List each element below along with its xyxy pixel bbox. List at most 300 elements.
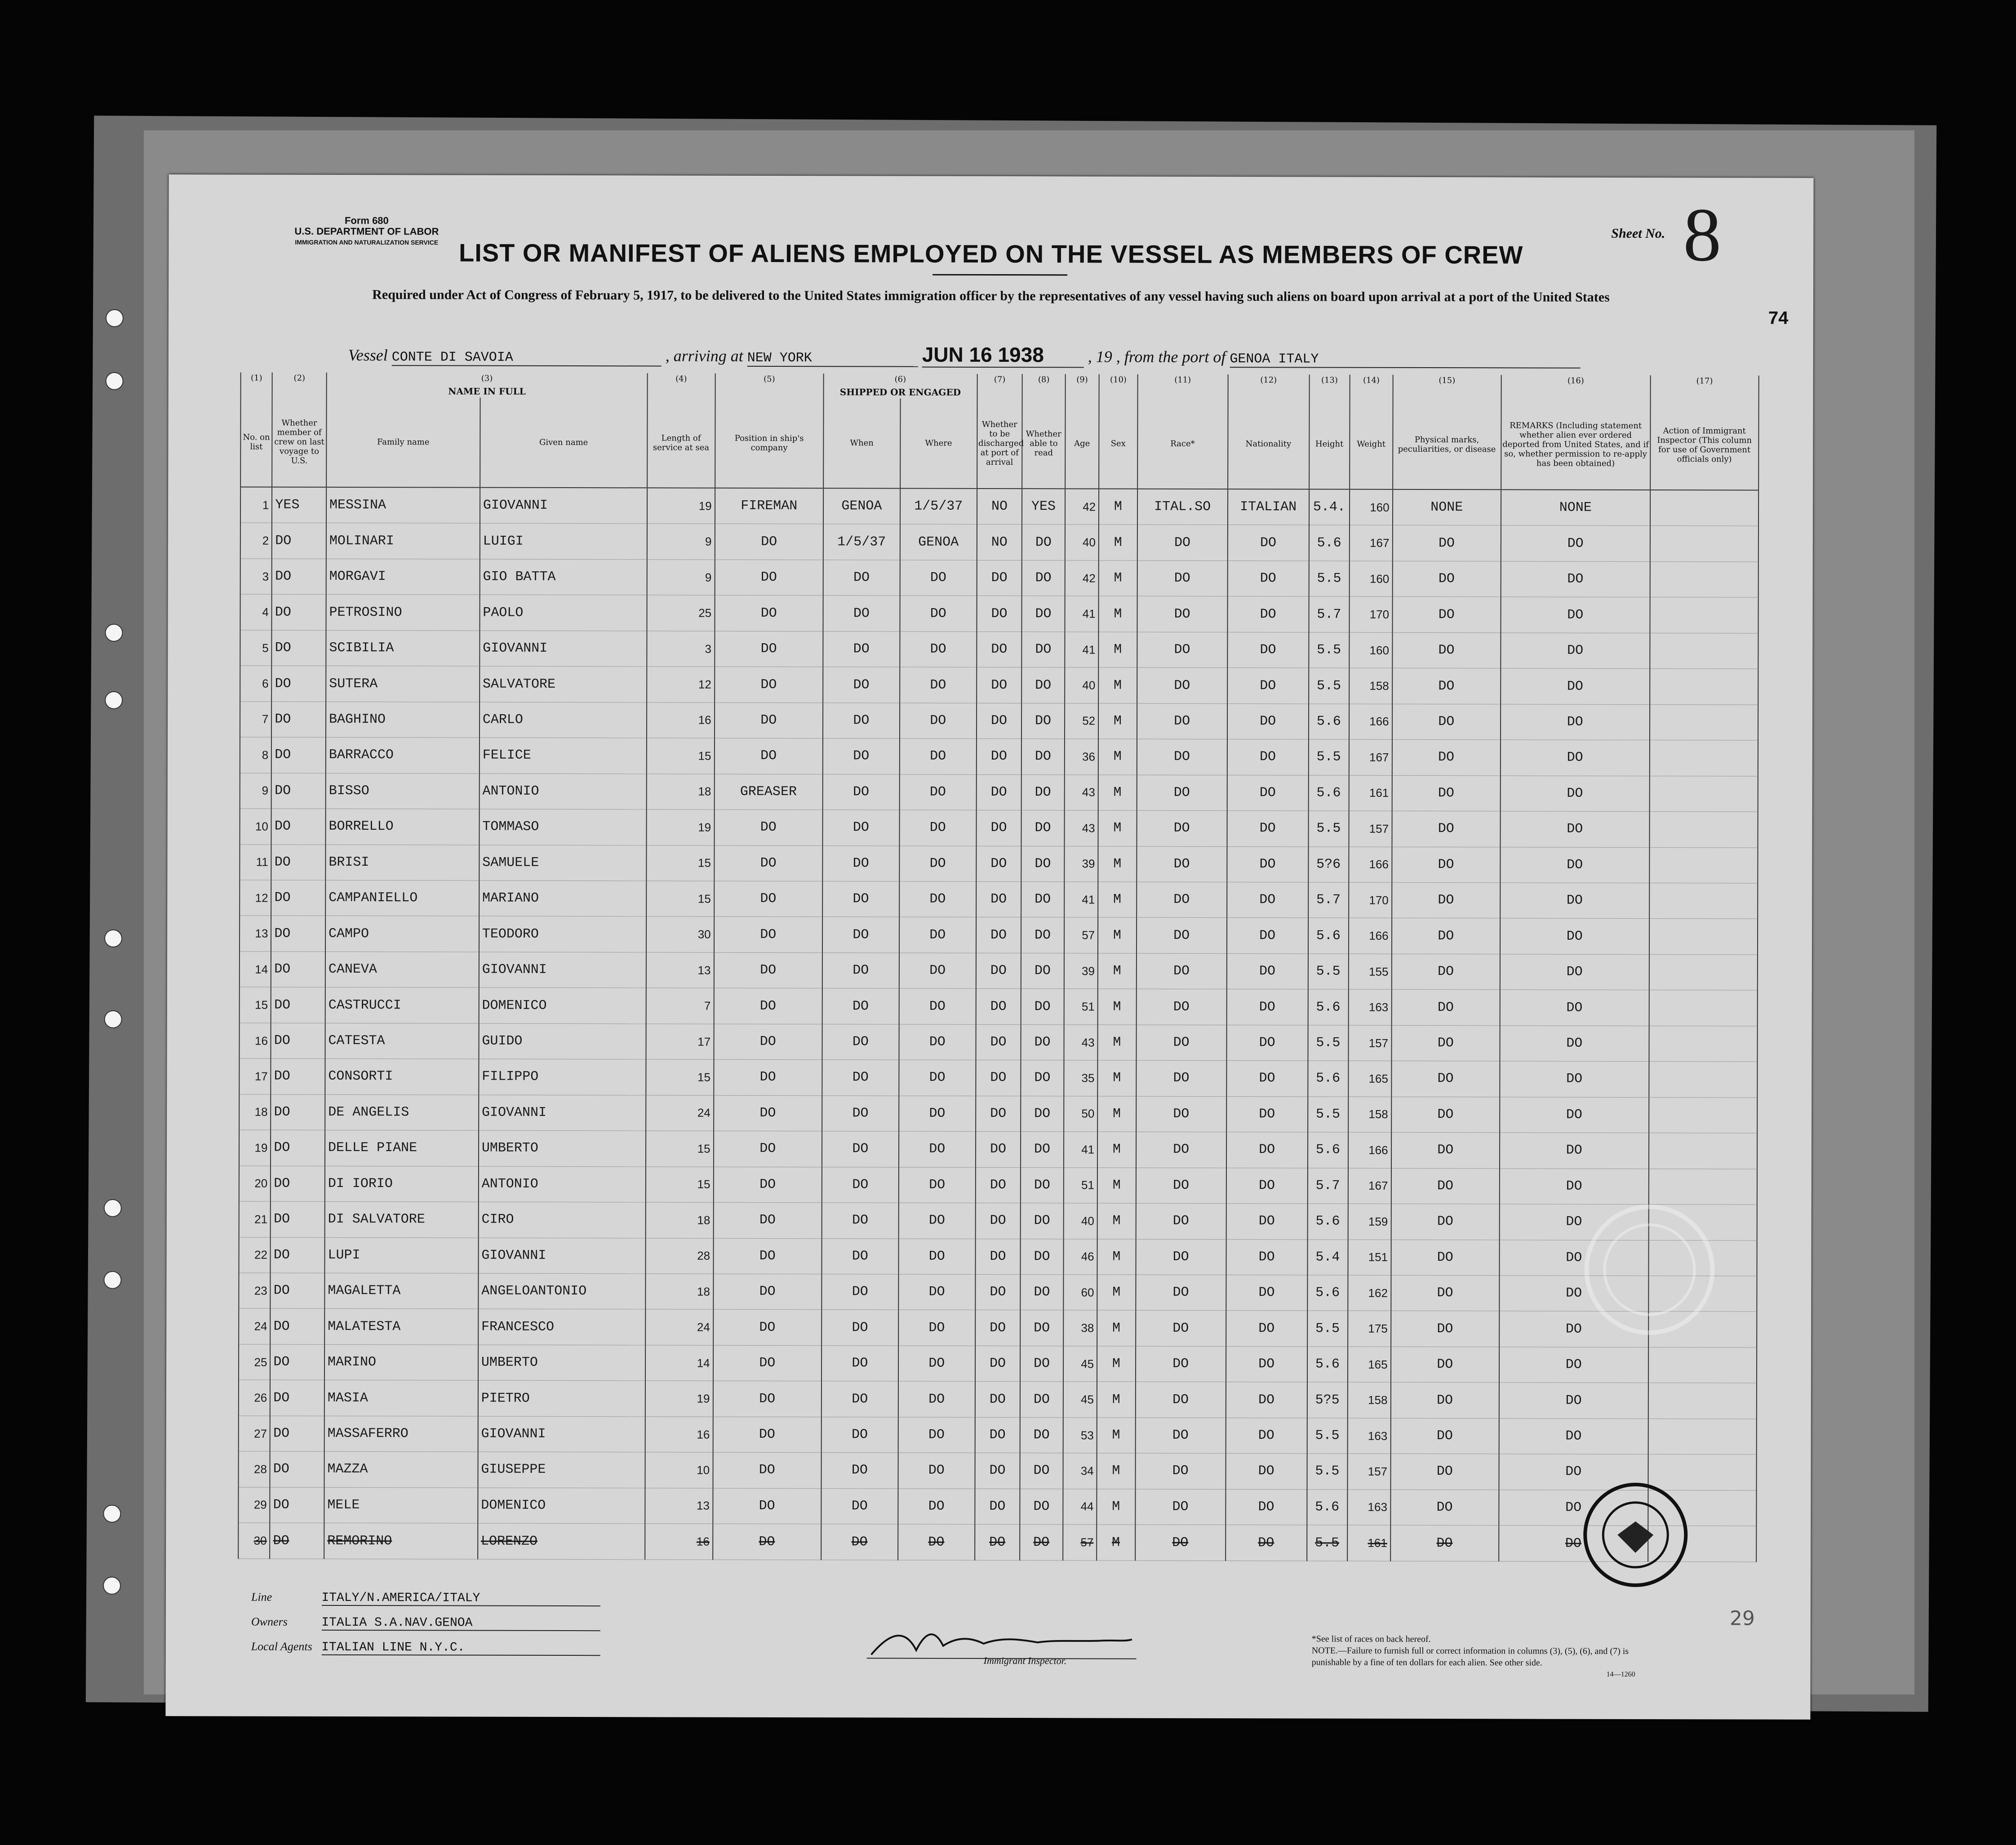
table-row [239, 1166, 1757, 1205]
cell-family-name: CATESTA [325, 1023, 479, 1059]
consulate-seal [1581, 1481, 1690, 1589]
cell-prev-voyage: YES [272, 487, 326, 523]
table-row [239, 1380, 1757, 1419]
cell-inspector-action [1649, 919, 1758, 955]
column-label-15: Height [1309, 399, 1350, 489]
col-header-name-group: (3) NAME IN FULL [327, 373, 648, 398]
cell-position: DO [714, 1024, 822, 1060]
cell-prev-voyage: DO [271, 1058, 325, 1094]
cell-position: DO [713, 1345, 821, 1381]
cell-physical-marks: DO [1391, 954, 1500, 990]
cell-race: DO [1137, 667, 1227, 703]
cell-remarks: DO [1501, 561, 1650, 597]
cell-no: 20 [239, 1166, 271, 1202]
agents-label: Local Agents [251, 1640, 312, 1653]
cell-physical-marks: DO [1391, 1025, 1500, 1061]
cell-sex: M [1098, 953, 1137, 989]
cell-position: DO [713, 1274, 821, 1310]
cell-sex: M [1098, 703, 1137, 739]
cell-position: DO [715, 631, 823, 667]
cell-race: DO [1136, 1311, 1226, 1347]
cell-inspector-action [1649, 847, 1758, 883]
cell-age: 60 [1063, 1275, 1097, 1311]
cell-nationality: DO [1226, 1204, 1307, 1240]
col-header-12: (12) [1228, 374, 1309, 399]
cell-nationality: DO [1227, 846, 1308, 882]
cell-no: 11 [240, 845, 271, 880]
cell-height: 5.6 [1309, 525, 1350, 561]
cell-shipped-when: DO [822, 1167, 899, 1203]
cell-prev-voyage: DO [270, 1451, 324, 1487]
column-label-6: Position in ship's company [715, 398, 824, 489]
column-label-4: Given name [480, 398, 647, 488]
cell-able-to-read: DO [1022, 525, 1065, 560]
cell-nationality: DO [1227, 775, 1308, 811]
column-label-3: Family name [326, 397, 480, 488]
cell-given-name: FILIPPO [479, 1059, 646, 1095]
cell-age: 36 [1065, 739, 1099, 775]
cell-age: 45 [1063, 1346, 1097, 1382]
cell-race: DO [1136, 1096, 1226, 1132]
cell-race: DO [1136, 953, 1226, 989]
cell-family-name: MORGAVI [326, 559, 480, 595]
cell-prev-voyage: DO [272, 523, 326, 559]
cell-given-name: DOMENICO [478, 1488, 645, 1524]
cell-remarks: DO [1500, 1026, 1649, 1062]
binder-hole [105, 624, 123, 642]
column-label-17: Physical marks, peculiarities, or disease [1393, 400, 1501, 490]
cell-able-to-read: DO [1021, 882, 1064, 918]
cell-shipped-where: DO [900, 738, 977, 774]
cell-prev-voyage: DO [271, 951, 325, 987]
column-group-header-row [241, 373, 1759, 400]
cell-position: DO [713, 1202, 821, 1238]
cell-sex: M [1097, 1346, 1136, 1382]
cell-height: 5.5 [1309, 668, 1350, 704]
cell-prev-voyage: DO [271, 1023, 325, 1059]
cell-position: DO [715, 560, 823, 596]
cell-position: DO [715, 667, 823, 702]
cell-sex: M [1098, 667, 1137, 703]
cell-family-name: DI IORIO [325, 1166, 479, 1202]
cell-race: DO [1135, 1418, 1226, 1454]
column-label-19: Action of Immigrant Inspector (This column for use of Government officials only) [1650, 400, 1759, 490]
cell-sex: M [1098, 989, 1137, 1025]
col-header-16: (16) [1501, 375, 1650, 400]
cell-shipped-when: DO [823, 596, 900, 631]
line-field [251, 1591, 600, 1607]
cell-physical-marks: DO [1392, 525, 1501, 561]
cell-race: DO [1137, 596, 1227, 632]
cell-race: DO [1136, 1025, 1226, 1061]
table-row [239, 1023, 1757, 1062]
cell-race: DO [1137, 560, 1227, 596]
cell-service-years: 15 [647, 738, 715, 774]
cell-discharged: DO [975, 1167, 1021, 1203]
table-row [239, 1094, 1757, 1134]
binder-hole [103, 1505, 121, 1523]
cell-race: DO [1136, 1203, 1226, 1239]
cell-given-name: ANTONIO [479, 1166, 646, 1202]
agents-field [251, 1640, 600, 1656]
table-row [239, 1416, 1757, 1455]
cell-shipped-when: DO [821, 1524, 898, 1560]
cell-shipped-when: DO [821, 1417, 898, 1453]
cell-no: 15 [240, 987, 271, 1023]
cell-family-name: BAGHINO [326, 702, 480, 738]
column-label-13: Race* [1137, 399, 1228, 489]
binder-hole [103, 1577, 121, 1595]
cell-given-name: CARLO [480, 702, 647, 738]
cell-nationality: DO [1226, 1239, 1307, 1275]
cell-age: 39 [1064, 846, 1098, 882]
cell-inspector-action [1649, 883, 1758, 919]
cell-weight: 167 [1348, 1168, 1391, 1204]
cell-race: DO [1137, 703, 1227, 739]
cell-height: 5.6 [1307, 1347, 1348, 1383]
column-label-7: When [823, 398, 900, 488]
cell-weight: 160 [1350, 561, 1393, 597]
cell-given-name: GIOVANNI [479, 1095, 646, 1131]
cell-remarks: DO [1499, 1418, 1648, 1454]
cell-remarks: DO [1500, 954, 1649, 990]
cell-discharged: DO [975, 1525, 1020, 1560]
cell-able-to-read: YES [1022, 489, 1065, 525]
cell-able-to-read: DO [1021, 1060, 1064, 1096]
cell-shipped-where: DO [898, 1381, 975, 1417]
department-name: U.S. DEPARTMENT OF LABOR [294, 225, 439, 237]
cell-service-years: 12 [647, 667, 715, 702]
cell-shipped-when: DO [821, 1274, 898, 1310]
cell-physical-marks: NONE [1393, 489, 1501, 525]
cell-inspector-action [1648, 1169, 1757, 1205]
col-header-15: (15) [1393, 375, 1501, 400]
col-header-7: (7) [977, 374, 1022, 399]
cell-prev-voyage: DO [271, 773, 326, 809]
col-header-1: (1) [241, 373, 272, 397]
inspector-label: Immigrant Inspector. [983, 1654, 1067, 1667]
binder-hole [103, 1271, 121, 1289]
table-row [239, 1058, 1757, 1098]
cell-able-to-read: DO [1022, 631, 1065, 667]
cell-physical-marks: DO [1392, 704, 1501, 740]
col-header-10: (10) [1099, 374, 1138, 399]
column-label-5: Length of service at sea [647, 398, 715, 488]
form-number: Form 680 [344, 214, 389, 227]
sheet-no-label: Sheet No. [1611, 226, 1665, 241]
cell-shipped-where: DO [900, 631, 977, 667]
service-name: IMMIGRATION AND NATURALIZATION SERVICE [295, 238, 439, 246]
cell-inspector-action [1650, 704, 1758, 740]
cell-shipped-when: 1/5/37 [823, 524, 900, 560]
column-label-9: Whether to be discharged at port of arrival [977, 399, 1022, 489]
cell-family-name: MELE [324, 1487, 478, 1523]
cell-physical-marks: DO [1390, 1418, 1499, 1454]
cell-shipped-where: DO [899, 1096, 976, 1132]
cell-prev-voyage: DO [271, 1130, 325, 1166]
cell-given-name: UMBERTO [479, 1130, 646, 1166]
table-row [240, 987, 1758, 1026]
cell-inspector-action [1649, 1133, 1758, 1169]
cell-discharged: DO [977, 560, 1022, 596]
cell-given-name: MARIANO [479, 880, 646, 916]
cell-physical-marks: DO [1392, 847, 1500, 883]
cell-no: 29 [238, 1487, 270, 1523]
cell-prev-voyage: DO [271, 1166, 325, 1202]
table-row [240, 666, 1758, 705]
cell-shipped-when: DO [823, 667, 900, 703]
cell-discharged: DO [976, 846, 1021, 882]
table-row [238, 1487, 1756, 1526]
col-header-17: (17) [1650, 375, 1759, 400]
cell-race: DO [1137, 632, 1227, 668]
cell-able-to-read: DO [1020, 1310, 1063, 1346]
cell-position: DO [713, 1310, 821, 1346]
cell-family-name: CAMPO [325, 916, 479, 952]
cell-no: 5 [240, 630, 272, 666]
arriving-label: , arriving at [665, 347, 743, 365]
cell-remarks: DO [1501, 668, 1650, 704]
cell-position: DO [714, 845, 822, 881]
cell-family-name: MESSINA [326, 487, 480, 524]
cell-position: DO [713, 1167, 821, 1203]
cell-weight: 162 [1348, 1275, 1391, 1311]
cell-service-years: 19 [646, 809, 714, 845]
cell-race: DO [1136, 1275, 1226, 1311]
cell-race: DO [1137, 739, 1227, 775]
line-value: ITALY/N.AMERICA/ITALY [321, 1591, 600, 1606]
crew-manifest-table [238, 373, 1759, 1562]
cell-prev-voyage: DO [270, 1523, 324, 1559]
cell-remarks: DO [1499, 1525, 1648, 1562]
cell-nationality: DO [1227, 668, 1309, 704]
cell-remarks: DO [1499, 1204, 1648, 1240]
cell-height: 5.6 [1309, 704, 1350, 740]
cell-height: 5.5 [1308, 954, 1349, 990]
cell-shipped-when: DO [823, 738, 900, 774]
cell-no: 1 [240, 487, 272, 523]
cell-inspector-action [1650, 633, 1758, 669]
cell-able-to-read: DO [1020, 1525, 1063, 1560]
cell-service-years: 16 [645, 1524, 713, 1560]
cell-sex: M [1098, 775, 1137, 811]
cell-shipped-where: DO [898, 1239, 975, 1275]
cell-service-years: 15 [646, 1131, 714, 1167]
table-row [238, 1523, 1756, 1562]
cell-shipped-where: DO [899, 953, 976, 989]
cell-shipped-when: DO [822, 810, 899, 846]
cell-able-to-read: DO [1021, 667, 1065, 703]
cell-discharged: DO [976, 881, 1021, 917]
cell-age: 41 [1064, 1132, 1098, 1168]
cell-family-name: DI SALVATORE [325, 1201, 479, 1237]
cell-physical-marks: DO [1391, 1204, 1499, 1240]
cell-weight: 166 [1348, 1132, 1391, 1168]
cell-sex: M [1098, 1025, 1137, 1061]
table-row [239, 1308, 1757, 1347]
cell-shipped-when: DO [821, 1381, 898, 1417]
cell-prev-voyage: DO [271, 987, 325, 1023]
binder-hole [104, 1010, 122, 1028]
cell-remarks: DO [1500, 990, 1649, 1026]
departure-port: GENOA ITALY [1230, 351, 1580, 369]
cell-age: 57 [1064, 917, 1098, 953]
cell-service-years: 9 [647, 560, 715, 596]
table-row [240, 951, 1758, 991]
cell-position: DO [714, 1059, 822, 1095]
cell-shipped-where: DO [898, 1346, 975, 1382]
cell-race: DO [1137, 810, 1227, 846]
cell-shipped-where: DO [898, 1524, 975, 1560]
cell-inspector-action [1649, 1062, 1758, 1098]
column-label-row [240, 397, 1758, 490]
cell-no: 14 [240, 951, 271, 987]
vessel-label: Vessel [348, 346, 388, 365]
cell-service-years: 13 [646, 952, 714, 988]
cell-shipped-where: DO [899, 1131, 976, 1167]
cell-remarks: DO [1500, 1169, 1649, 1205]
cell-shipped-when: DO [822, 881, 899, 917]
cell-sex: M [1098, 739, 1137, 775]
cell-able-to-read: DO [1021, 953, 1064, 989]
cell-age: 35 [1064, 1060, 1098, 1096]
cell-shipped-when: DO [821, 1238, 898, 1274]
cell-height: 5.6 [1308, 989, 1349, 1025]
cell-prev-voyage: DO [271, 737, 326, 773]
cell-weight: 161 [1347, 1525, 1390, 1561]
cell-no: 4 [240, 594, 272, 630]
cell-weight: 158 [1348, 1097, 1391, 1133]
cell-race: DO [1135, 1489, 1226, 1525]
table-row [240, 809, 1758, 848]
cell-height: 5.5 [1309, 632, 1350, 668]
cell-nationality: DO [1227, 882, 1308, 918]
cell-prev-voyage: DO [272, 559, 326, 595]
cell-service-years: 15 [646, 1167, 714, 1203]
embossed-seal [1582, 1202, 1717, 1338]
cell-height: 5.5 [1308, 1097, 1349, 1133]
cell-shipped-where: DO [898, 1453, 975, 1489]
cell-remarks: DO [1499, 1240, 1648, 1276]
cell-shipped-when: DO [822, 845, 899, 881]
cell-weight: 175 [1348, 1311, 1391, 1347]
table-row [240, 702, 1758, 741]
cell-service-years: 15 [646, 881, 714, 917]
cell-able-to-read: DO [1021, 989, 1064, 1025]
cell-age: 52 [1065, 703, 1099, 739]
cell-given-name: FELICE [480, 738, 647, 774]
cell-no: 21 [239, 1201, 271, 1237]
cell-given-name: CIRO [478, 1202, 645, 1238]
cell-shipped-where: DO [900, 703, 977, 739]
cell-sex: M [1098, 632, 1137, 668]
cell-position: DO [714, 738, 822, 774]
cell-inspector-action [1649, 740, 1758, 776]
cell-discharged: DO [976, 810, 1021, 846]
cell-physical-marks: DO [1392, 775, 1500, 811]
cell-given-name: FRANCESCO [478, 1309, 645, 1345]
cell-weight: 157 [1348, 1454, 1391, 1489]
cell-nationality: DO [1227, 632, 1309, 668]
cell-height: 5.4 [1307, 1240, 1348, 1276]
cell-race: DO [1137, 846, 1227, 882]
cell-weight: 158 [1349, 668, 1392, 704]
col-header-4: (4) [647, 373, 715, 398]
cell-no: 26 [239, 1380, 271, 1416]
binder-hole [106, 372, 124, 390]
cell-shipped-where: DO [899, 881, 976, 917]
cell-discharged: DO [976, 739, 1021, 775]
cell-able-to-read: DO [1020, 1382, 1063, 1418]
cell-physical-marks: DO [1390, 1454, 1499, 1490]
cell-prev-voyage: DO [270, 1380, 324, 1416]
cell-family-name: MOLINARI [326, 523, 480, 559]
page-number: 74 [1768, 308, 1789, 328]
cell-prev-voyage: DO [272, 630, 326, 666]
title-rule [933, 274, 1067, 276]
cell-prev-voyage: DO [271, 1237, 325, 1273]
cell-position: DO [715, 596, 823, 631]
cell-family-name: SUTERA [326, 666, 480, 702]
cell-position: DO [714, 1131, 822, 1167]
cell-age: 41 [1064, 882, 1098, 918]
cell-age: 42 [1065, 560, 1099, 596]
page-title: LIST OR MANIFEST OF ALIENS EMPLOYED ON THE VESSEL AS MEMBERS OF CREW [459, 238, 1523, 269]
cell-given-name: DOMENICO [479, 987, 646, 1023]
cell-prev-voyage: DO [271, 809, 326, 845]
cell-inspector-action [1650, 526, 1758, 562]
cell-height: 5.5 [1308, 739, 1349, 775]
cell-inspector-action [1649, 1026, 1758, 1062]
cell-no: 2 [240, 523, 272, 559]
cell-shipped-where: DO [899, 846, 976, 882]
cell-physical-marks: DO [1391, 1275, 1499, 1311]
cell-prev-voyage: DO [271, 880, 326, 916]
cell-prev-voyage: DO [271, 1094, 325, 1130]
cell-weight: 163 [1349, 990, 1392, 1026]
cell-shipped-when: DO [822, 1131, 899, 1167]
cell-age: 50 [1064, 1096, 1098, 1132]
cell-nationality: DO [1227, 918, 1308, 954]
cell-remarks: DO [1501, 740, 1650, 776]
cell-able-to-read: DO [1021, 1024, 1064, 1060]
cell-family-name: MARINO [324, 1344, 478, 1380]
cell-prev-voyage: DO [271, 1273, 325, 1309]
cell-discharged: DO [977, 596, 1022, 632]
year-label: , 19 [1088, 347, 1112, 366]
cell-shipped-when: DO [823, 560, 900, 596]
cell-weight: 159 [1348, 1204, 1391, 1240]
cell-able-to-read: DO [1021, 1167, 1064, 1203]
cell-sex: M [1097, 1382, 1136, 1418]
cell-inspector-action [1649, 776, 1758, 812]
cell-nationality: DO [1226, 989, 1308, 1025]
cell-discharged: DO [976, 989, 1021, 1025]
cell-age: 43 [1064, 774, 1098, 810]
cell-service-years: 16 [647, 702, 715, 738]
cell-discharged: DO [976, 917, 1021, 953]
cell-age: 43 [1064, 1025, 1098, 1061]
cell-shipped-when: DO [822, 917, 899, 953]
cell-position: DO [714, 952, 822, 988]
cell-no: 9 [240, 773, 272, 809]
cell-prev-voyage: DO [271, 1309, 325, 1345]
cell-age: 41 [1065, 596, 1099, 632]
cell-nationality: DO [1227, 525, 1309, 561]
cell-nationality: ITALIAN [1228, 489, 1309, 525]
cell-shipped-when: DO [821, 1488, 898, 1524]
cell-inspector-action [1650, 490, 1759, 526]
